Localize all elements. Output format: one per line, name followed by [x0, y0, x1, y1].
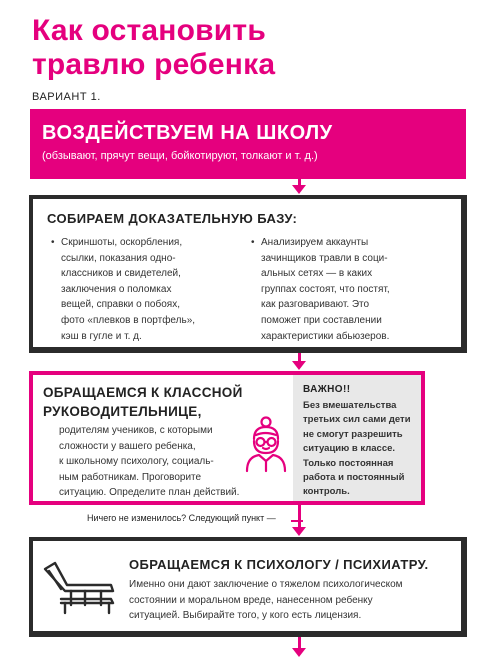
- evidence-left-bullet: [51, 235, 247, 344]
- text-line: Скриншоты, оскорбления,: [61, 237, 183, 248]
- title-line-2: травлю ребенка: [32, 48, 276, 81]
- arrow-down-icon: [292, 527, 306, 536]
- text-line: кэш в гугле и т. д.: [61, 330, 142, 342]
- banner-subtitle: (обзывают, прячут вещи, бойкотируют, толкают и т. д.): [42, 150, 318, 162]
- text-line: ситуацию в классе.: [303, 443, 396, 455]
- text-line: зачинщиков травли в соци-: [261, 252, 388, 264]
- text-line: работа и постоянный: [303, 472, 405, 484]
- text-line: характеристики абьюзеров.: [261, 330, 390, 342]
- text-line: к школьному психологу, социаль-: [59, 456, 214, 468]
- evidence-box: [29, 195, 467, 353]
- arrow-down-icon: [292, 648, 306, 657]
- text-line: ссылки, показания одно-: [61, 252, 176, 264]
- teacher-icon: [239, 415, 291, 473]
- arrow-down-icon: [292, 361, 306, 370]
- arrow-down-icon: [292, 185, 306, 194]
- text-line: контроль.: [303, 486, 350, 498]
- text-line: вещей, справки о побоях,: [61, 299, 180, 311]
- text-line: Только постоянная: [303, 457, 394, 469]
- text-line: третьих сил сами дети: [303, 414, 411, 426]
- text-line: заключения о поломках: [61, 283, 172, 295]
- text-line: фото «плевков в портфель»,: [61, 314, 196, 326]
- bullet-dot-icon: •: [51, 237, 55, 248]
- banner-heading: ВОЗДЕЙСТВУЕМ НА ШКОЛУ: [42, 122, 333, 144]
- text-line: как разговаривают. Это: [261, 299, 370, 311]
- important-text: [303, 399, 415, 500]
- page-title: [32, 14, 472, 82]
- teacher-heading-line-1: ОБРАЩАЕМСЯ К КЛАССНОЙ: [43, 385, 243, 400]
- text-line: Без вмешательства: [303, 400, 397, 411]
- text-line: классников и свидетелей,: [61, 268, 181, 280]
- title-line-1: Как остановить: [32, 14, 266, 47]
- psychologist-text: [129, 577, 459, 624]
- text-line: группах состоят, что постят,: [261, 283, 390, 295]
- teacher-text: [59, 423, 269, 501]
- text-line: родителям учеников, с которыми: [59, 425, 213, 436]
- next-step-dash: [291, 520, 303, 522]
- evidence-right-bullet: [251, 235, 457, 344]
- connector-line-3: [298, 505, 301, 528]
- couch-icon: [41, 559, 119, 617]
- bullet-dot-icon: •: [251, 237, 255, 248]
- text-line: ным работникам. Проговорите: [59, 471, 202, 483]
- text-line: состоянии и моральном вреде, нанесенном ребенку: [129, 594, 373, 606]
- text-line: ситуацию. Определите план действий.: [59, 487, 240, 499]
- variant-label: ВАРИАНТ 1.: [32, 91, 101, 103]
- text-line: Именно они дают заключение о тяжелом психологическом: [129, 579, 403, 590]
- psychologist-box: [29, 537, 467, 637]
- text-line: альных сетях — в каких: [261, 268, 373, 280]
- important-heading: ВАЖНО!!: [303, 384, 351, 395]
- teacher-heading-line-2: РУКОВОДИТЕЛЬНИЦЕ,: [43, 404, 202, 419]
- text-line: поможет при составлении: [261, 314, 382, 326]
- psychologist-heading: ОБРАЩАЕМСЯ К ПСИХОЛОГУ / ПСИХИАТРУ.: [129, 557, 429, 572]
- text-line: ситуацией. Выбирайте того, у кого есть лицензия.: [129, 610, 362, 622]
- teacher-box: [29, 371, 425, 505]
- evidence-heading: СОБИРАЕМ ДОКАЗАТЕЛЬНУЮ БАЗУ:: [47, 211, 298, 226]
- text-line: Анализируем аккаунты: [261, 237, 369, 248]
- text-line: сложности у вашего ребенка,: [59, 440, 196, 452]
- school-banner: [30, 109, 466, 179]
- important-note: [293, 375, 421, 501]
- next-step-text: Ничего не изменилось? Следующий пункт —: [87, 513, 276, 523]
- text-line: не смогут разрешить: [303, 428, 403, 440]
